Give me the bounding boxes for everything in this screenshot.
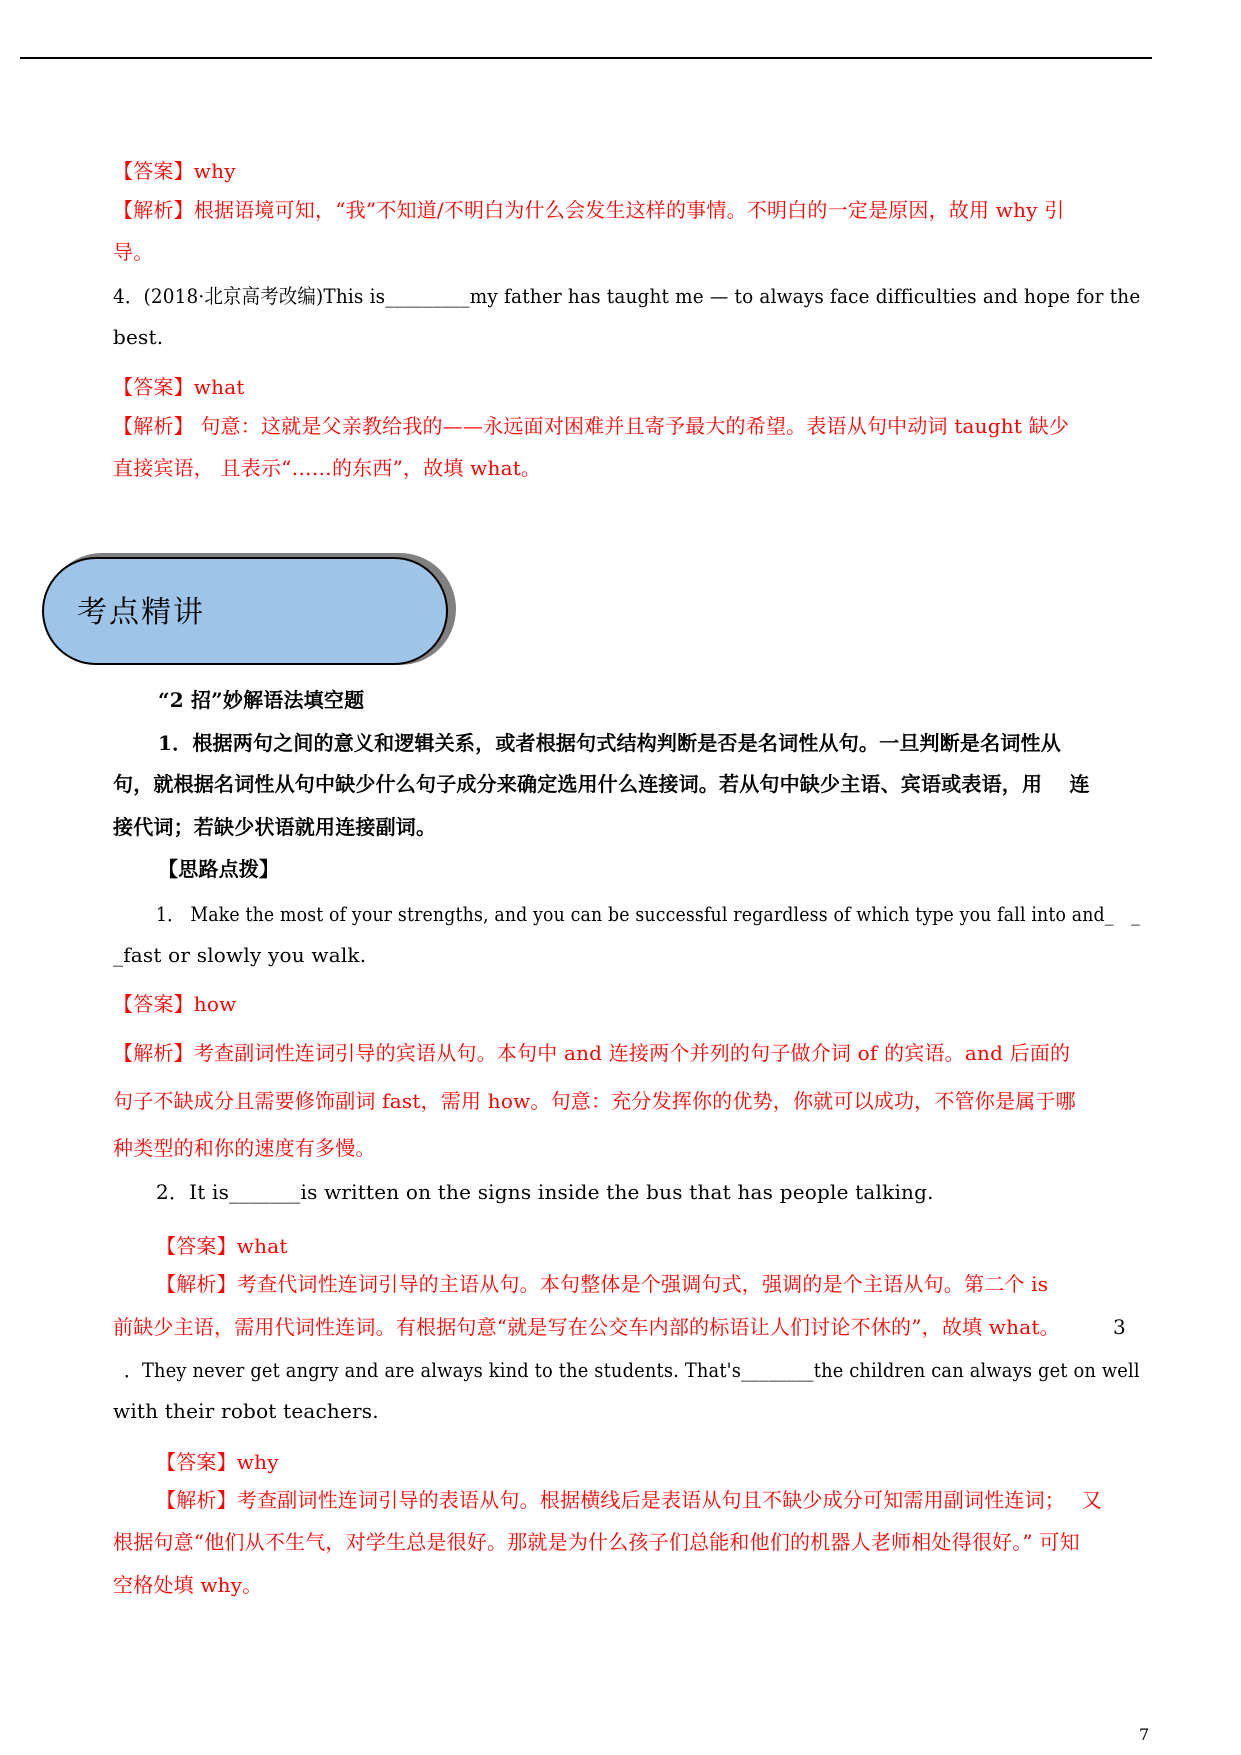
answer-line: 【答案】why [156,1450,279,1474]
section-badge [42,553,456,669]
analysis-line: 直接宾语， 且表示“……的东西”，故填 what。 [113,456,542,480]
analysis-line: 空格处填 why。 [113,1573,263,1597]
answer-line: 【答案】what [156,1234,288,1258]
method-text: 句，就根据名词性从句中缺少什么句子成分来确定选用什么连接词。若从句中缺少主语、宾语或表语，用 连 [113,772,1090,796]
question-line: 1． Make the most of your strengths, and you can be successful regardless of which type you fall into and_ _ [156,902,1140,926]
method-text: 接代词；若缺少状语就用连接副词。 [113,815,437,839]
tip-heading: 【思路点拨】 [158,857,280,881]
analysis-line: 导。 [113,240,154,264]
analysis-line: 句子不缺成分且需要修饰副词 fast，需用 how。句意：充分发挥你的优势，你就可以成功，不管你是属于哪 [113,1089,1076,1113]
question-line: ．They never get angry and are always kind to the students. That's________the children can always get on well [124,1358,1140,1382]
question-line: with their robot teachers. [113,1399,379,1423]
method-title: “2 招”妙解语法填空题 [158,688,365,712]
analysis-line: 【解析】根据语境可知，“我”不知道/不明白为什么会发生这样的事情。不明白的一定是原因，故用 why 引 [113,198,1065,222]
badge-ellipse [42,557,448,665]
header-rule [20,57,1152,59]
analysis-line: 前缺少主语，需用代词性连词。有根据句意“就是写在公交车内部的标语让人们讨论不休的”，故填 what。 [113,1315,1060,1339]
question-line: 4．(2018·北京高考改编)This is_________my father has taught me — to always face difficulties and hope for the [113,284,1141,308]
question-line: _fast or slowly you walk. [113,943,367,967]
answer-line: 【答案】how [113,992,237,1016]
analysis-line: 【解析】考查副词性连词引导的表语从句。根据横线后是表语从句且不缺少成分可知需用副词性连词； 又 [156,1488,1102,1512]
method-text: 1．根据两句之间的意义和逻辑关系，或者根据句式结构判断是否是名词性从句。一旦判断是名词性从 [158,731,1061,755]
analysis-line: 根据句意“他们从不生气，对学生总是很好。那就是为什么孩子们总能和他们的机器人老师相处得很好。” 可知 [113,1530,1080,1554]
question-line: 2．It is_______is written on the signs inside the bus that has people talking. [156,1180,934,1204]
analysis-line: 【解析】 句意：这就是父亲教给我的——永远面对困难并且寄予最大的希望。表语从句中动词 taught 缺少 [113,414,1070,438]
question-number: 3 [1113,1315,1126,1339]
analysis-line: 【解析】考查代词性连词引导的主语从句。本句整体是个强调句式，强调的是个主语从句。第二个 is [156,1272,1049,1296]
answer-line: 【答案】what [113,375,245,399]
analysis-line: 种类型的和你的速度有多慢。 [113,1136,376,1160]
page-number: 7 [1139,1725,1150,1744]
section-title: 考点精讲 [77,595,205,630]
answer-line: 【答案】why [113,159,236,183]
question-line: best. [113,325,164,349]
analysis-line: 【解析】考查副词性连词引导的宾语从句。本句中 and 连接两个并列的句子做介词 of 的宾语。and 后面的 [113,1041,1071,1065]
